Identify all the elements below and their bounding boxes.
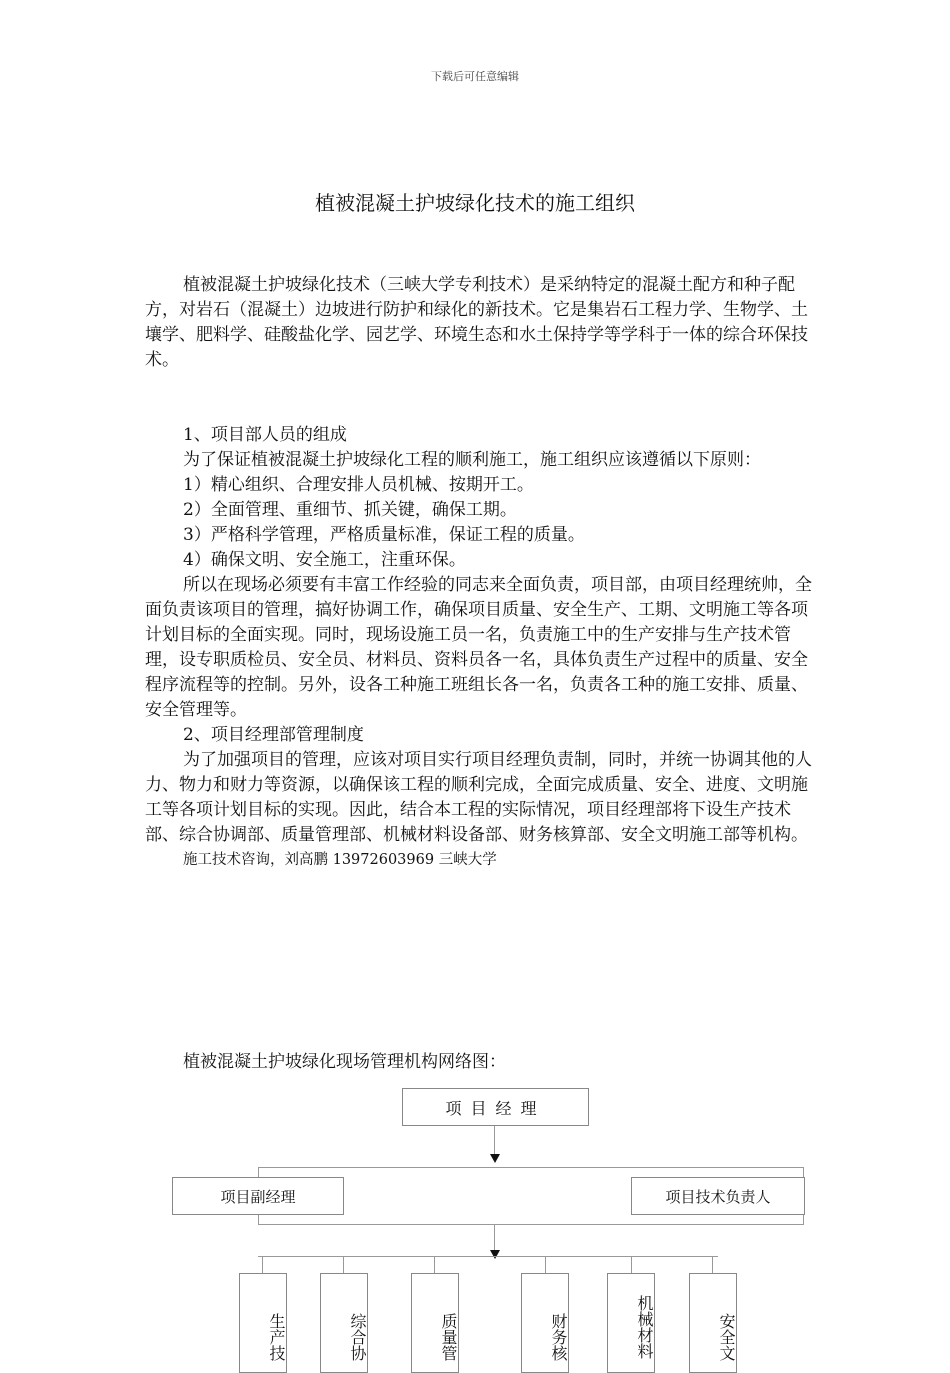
org-chart-caption: 植被混凝土护坡绿化现场管理机构网络图：: [183, 1052, 506, 1072]
section-2-heading: 2、项目经理部管理制度: [183, 725, 364, 745]
connector-line: [712, 1256, 713, 1273]
org-node-deputy-manager: 项目副经理: [172, 1177, 344, 1215]
org-node-project-manager: 项目经理: [402, 1088, 589, 1126]
principle-item: 2）全面管理、重细节、抓关键，确保工期。: [183, 500, 517, 520]
connector-line: [343, 1256, 344, 1273]
principle-item: 3）严格科学管理，严格质量标准，保证工程的质量。: [183, 525, 585, 545]
section-1-heading: 1、项目部人员的组成: [183, 425, 347, 445]
header-note: 下载后可任意编辑: [431, 70, 519, 83]
org-node-technical-lead: 项目技术负责人: [631, 1177, 805, 1215]
section-1-body: 所以在现场必须要有丰富工作经验的同志来全面负责，项目部，由项目经理统帅，全面负责该项目的管理，搞好协调工作，确保项目质量、安全生产、工期、文明施工等各项计划目标的全面实现。同时，现场设施工员一名，负责施工中的生产安排与生产技术管理，设专职质检员、安全员、材料员、资料员各一名，具体负责生产过程中的质量、安全程序流程等的控制。另外，设各工种施工班组长各一名，负责各工种的施工安排、质量、安全管理等。: [145, 575, 812, 720]
connector-line: [258, 1167, 804, 1168]
intro-paragraph: [145, 273, 820, 373]
org-node-department: 机械材料: [607, 1273, 655, 1373]
org-node-department: 综合协: [320, 1273, 368, 1373]
arrow-down-icon: [490, 1250, 500, 1259]
intro-text: 植被混凝土护坡绿化技术（三峡大学专利技术）是采纳特定的混凝土配方和种子配方，对岩石（混凝土）边坡进行防护和绿化的新技术。它是集岩石工程力学、生物学、土壤学、肥料学、硅酸盐化学、园艺学、环境生态和水土保持学等学科于一体的综合环保技术。: [145, 275, 808, 370]
section-1-lead: 为了保证植被混凝土护坡绿化工程的顺利施工，施工组织应该遵循以下原则：: [183, 450, 761, 470]
org-node-department: 财务核: [521, 1273, 569, 1373]
connector-line: [494, 1225, 495, 1250]
org-node-department: 生产技: [239, 1273, 287, 1373]
arrow-down-icon: [490, 1154, 500, 1163]
org-node-department: 安全文: [689, 1273, 737, 1373]
contact-line: 施工技术咨询，刘高鹏 13972603969 三峡大学: [183, 852, 497, 868]
connector-line: [631, 1256, 632, 1273]
connector-line: [258, 1224, 804, 1225]
principle-item: 1）精心组织、合理安排人员机械、按期开工。: [183, 475, 534, 495]
org-node-department: 质量管: [411, 1273, 459, 1373]
section-2-body: 为了加强项目的管理，应该对项目实行项目经理负责制，同时，并统一协调其他的人力、物力和财力等资源，以确保该工程的顺利完成，全面完成质量、安全、进度、文明施工等各项计划目标的实现。因此，结合本工程的实际情况，项目经理部将下设生产技术部、综合协调部、质量管理部、机械材料设备部、财务核算部、安全文明施工部等机构。: [145, 750, 812, 845]
principle-item: 4）确保文明、安全施工，注重环保。: [183, 550, 466, 570]
connector-line: [494, 1126, 495, 1154]
connector-line: [258, 1256, 718, 1257]
connector-line: [262, 1256, 263, 1273]
connector-line: [434, 1256, 435, 1273]
section-1: [145, 423, 820, 873]
connector-line: [545, 1256, 546, 1273]
document-title: 植被混凝土护坡绿化技术的施工组织: [315, 191, 635, 215]
